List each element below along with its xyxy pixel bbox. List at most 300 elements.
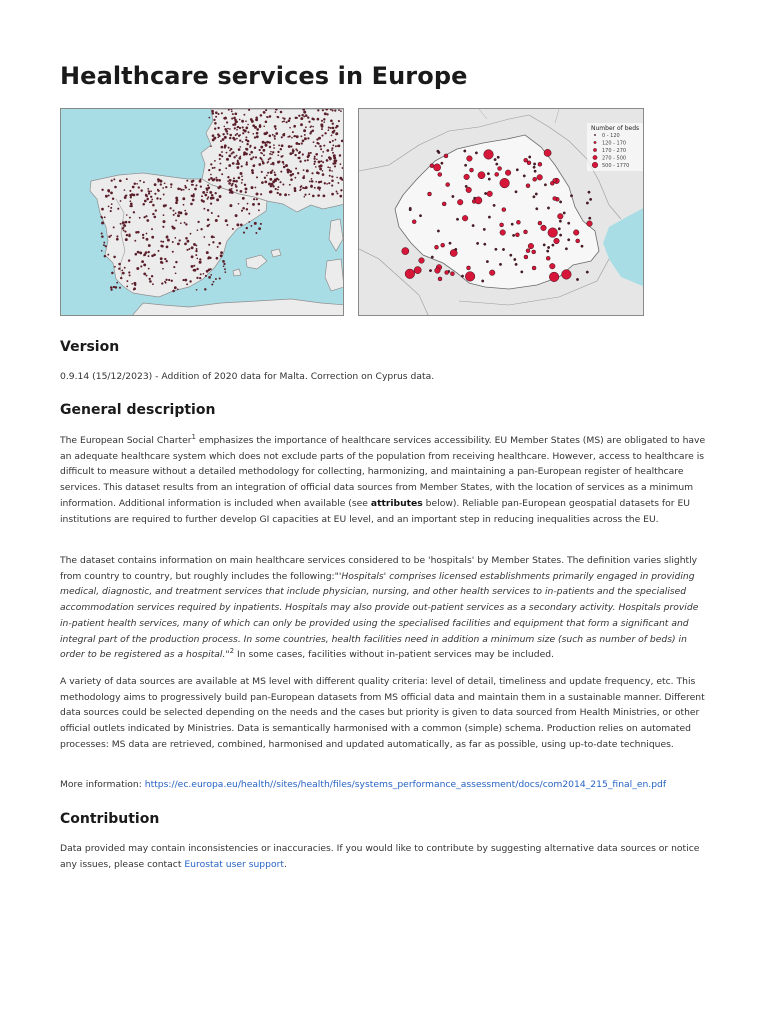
hospital-dot <box>227 176 229 178</box>
hospital-bubble <box>484 243 486 245</box>
hospital-dot <box>250 118 253 121</box>
hospital-dot <box>315 166 317 168</box>
hospital-dot <box>232 183 234 185</box>
hospital-dot <box>229 128 231 130</box>
hospital-bubble <box>467 266 471 270</box>
hospital-dot <box>234 112 237 115</box>
hospital-dot <box>238 135 240 137</box>
hospital-bubble <box>587 221 593 227</box>
hospital-bubble <box>533 196 535 198</box>
hospital-dot <box>259 149 261 151</box>
hospital-dot <box>160 240 162 242</box>
hospital-bubble <box>589 217 591 219</box>
hospital-dot <box>224 126 226 128</box>
hospital-dot <box>148 244 151 247</box>
hospital-dot <box>272 134 274 136</box>
hospital-dot <box>255 156 257 158</box>
hospital-bubble <box>419 215 421 217</box>
hospital-dot <box>248 221 250 223</box>
hospital-bubble <box>581 245 583 247</box>
hospital-dot <box>128 259 130 261</box>
hospital-bubble <box>563 212 565 214</box>
hospital-dot <box>194 188 197 191</box>
hospital-dot <box>242 197 245 200</box>
hospital-dot <box>263 125 265 127</box>
hospital-bubble <box>484 192 486 194</box>
hospital-dot <box>124 189 126 191</box>
hospital-dot <box>218 179 221 182</box>
hospital-dot <box>263 149 266 152</box>
hospital-bubble <box>515 233 519 237</box>
hospital-bubble <box>472 224 474 226</box>
hospital-dot <box>218 169 220 171</box>
hospital-dot <box>270 163 272 165</box>
hospital-dot <box>228 155 231 158</box>
hospital-dot <box>142 234 144 236</box>
hospital-dot <box>243 232 245 234</box>
hospital-dot <box>225 130 228 133</box>
hospital-dot <box>332 162 334 164</box>
hospital-dot <box>335 145 337 147</box>
hospital-dot <box>260 114 263 117</box>
hospital-dot <box>274 172 276 174</box>
hospital-dot <box>206 191 208 193</box>
hospital-dot <box>133 282 136 285</box>
contribution-text: Data provided may contain inconsistencies or inaccuracies. If you would like to contribute by suggesting alternative data sources or notice any issues, please contact Eurostat user support. <box>60 843 700 870</box>
romania-hospital-map <box>358 108 644 316</box>
hospital-dot <box>329 167 331 169</box>
hospital-bubble <box>434 164 441 171</box>
hospital-dot <box>241 175 243 177</box>
hospital-dot <box>172 226 175 229</box>
hospital-dot <box>210 174 212 176</box>
legend-symbol <box>593 148 596 151</box>
hospital-dot <box>239 156 241 158</box>
hospital-dot <box>317 109 319 111</box>
hospital-dot <box>175 272 177 274</box>
hospital-dot <box>213 236 215 238</box>
hospital-dot <box>208 244 210 246</box>
hospital-bubble <box>544 149 551 156</box>
hospital-dot <box>185 212 188 215</box>
hospital-dot <box>200 179 202 181</box>
hospital-dot <box>195 184 197 186</box>
hospital-bubble <box>550 263 556 269</box>
hospital-dot <box>209 191 212 194</box>
hospital-dot <box>266 175 268 177</box>
hospital-dot <box>175 261 177 263</box>
hospital-dot <box>324 132 326 134</box>
hospital-dot <box>139 180 141 182</box>
footnote-1: 1 <box>191 433 196 441</box>
hospital-dot <box>130 203 133 206</box>
hospital-bubble <box>499 263 501 265</box>
hospital-bubble <box>446 183 450 187</box>
hospital-dot <box>336 177 338 179</box>
hospital-dot <box>218 242 221 245</box>
hospital-dot <box>239 127 241 129</box>
hospital-dot <box>110 191 113 194</box>
hospital-dot <box>324 182 326 184</box>
hospital-dot <box>294 177 296 179</box>
hospital-bubble <box>565 248 567 250</box>
hospital-dot <box>245 120 247 122</box>
hospital-bubble <box>482 280 484 282</box>
hospital-dot <box>196 268 198 270</box>
hospital-dot <box>300 188 302 190</box>
hospital-dot <box>183 189 185 191</box>
hospital-dot <box>199 258 201 260</box>
hospital-dot <box>166 246 169 249</box>
hospital-bubble <box>573 230 579 236</box>
hospital-dot <box>152 204 155 207</box>
hospital-dot <box>157 190 159 192</box>
hospital-dot <box>313 141 315 143</box>
hospital-dot <box>314 160 316 162</box>
hospital-dot <box>264 142 266 144</box>
hospital-dot <box>295 167 297 169</box>
hospital-dot <box>318 181 321 184</box>
hospital-dot <box>201 195 203 197</box>
hospital-dot <box>282 161 284 163</box>
hospital-dot <box>197 229 199 231</box>
hospital-dot <box>140 189 142 191</box>
hospital-bubble <box>548 228 558 238</box>
hospital-dot <box>231 188 233 190</box>
hospital-dot <box>305 114 308 117</box>
hospital-dot <box>236 155 238 157</box>
hospital-bubble <box>450 272 454 276</box>
attributes-bold: attributes <box>370 497 423 509</box>
hospital-dot <box>133 289 135 291</box>
hospital-dot <box>210 202 212 204</box>
hospital-dot <box>111 272 114 275</box>
hospital-bubble <box>524 230 528 234</box>
hospital-dot <box>334 110 336 112</box>
hospital-dot <box>281 136 283 138</box>
hospital-dot <box>208 276 211 279</box>
hospital-dot <box>270 151 272 153</box>
hospital-dot <box>238 176 241 179</box>
hospital-bubble <box>429 269 431 271</box>
hospital-dot <box>258 163 261 166</box>
hospital-dot <box>322 170 324 172</box>
hospital-dot <box>233 180 235 182</box>
hospital-dot <box>268 183 271 186</box>
hospital-dot <box>182 197 185 200</box>
hospital-dot <box>307 159 309 161</box>
hospital-dot <box>147 188 149 190</box>
hospital-dot <box>290 178 293 181</box>
hospital-dot <box>278 144 280 146</box>
hospital-dot <box>245 191 247 193</box>
hospital-bubble <box>543 244 545 246</box>
hospital-bubble <box>511 223 513 225</box>
contribution-heading: Contribution <box>60 811 160 827</box>
hospital-dot <box>227 159 229 161</box>
hospital-dot <box>205 275 207 277</box>
hospital-dot <box>135 253 138 256</box>
hospital-bubble <box>489 270 495 276</box>
hospital-dot <box>171 280 173 282</box>
hospital-dot <box>115 286 118 289</box>
hospital-bubble <box>533 163 535 165</box>
hospital-dot <box>215 177 217 179</box>
hospital-dot <box>166 260 168 262</box>
hospital-dot <box>161 282 163 284</box>
hospital-dot <box>298 143 300 145</box>
hospital-dot <box>146 233 148 235</box>
hospital-dot <box>247 124 249 126</box>
hospital-dot <box>338 120 340 122</box>
hospital-dot <box>193 269 196 272</box>
hospital-dot <box>298 115 300 117</box>
hospital-dot <box>304 160 306 162</box>
hospital-bubble <box>487 173 489 175</box>
hospital-dot <box>245 148 247 150</box>
hospital-dot <box>143 273 146 276</box>
hospital-dot <box>310 126 312 128</box>
hospital-dot <box>121 270 123 272</box>
legend-label: 120 - 170 <box>602 140 627 147</box>
hospital-dot <box>173 266 175 268</box>
hospital-bubble <box>465 272 475 282</box>
hospital-dot <box>262 141 265 144</box>
hospital-dot <box>129 217 131 219</box>
hospital-dot <box>139 251 142 254</box>
hospital-dot <box>169 207 171 209</box>
hospital-dot <box>307 137 309 139</box>
hospital-dot <box>120 200 122 202</box>
hospital-dot <box>211 212 213 214</box>
hospital-dot <box>320 160 322 162</box>
hospital-dot <box>240 190 243 193</box>
hospital-dot <box>283 120 285 122</box>
hospital-dot <box>254 136 256 138</box>
hospital-dot <box>238 157 241 160</box>
hospital-dot <box>311 178 313 180</box>
hospital-dot <box>252 133 254 135</box>
hospital-dot <box>116 238 119 241</box>
hospital-dot <box>184 210 186 212</box>
hospital-dot <box>312 195 315 198</box>
hospital-dot <box>250 151 253 154</box>
hospital-bubble <box>441 162 443 164</box>
hospital-dot <box>329 175 331 177</box>
hospital-dot <box>217 127 219 129</box>
hospital-bubble <box>526 249 530 253</box>
hospital-bubble <box>533 177 537 181</box>
hospital-dot <box>114 266 116 268</box>
hospital-dot <box>128 233 130 235</box>
hospital-dot <box>126 214 128 216</box>
hospital-dot <box>309 180 311 182</box>
hospital-dot <box>259 157 261 159</box>
hospital-dot <box>129 274 131 276</box>
hospital-dot <box>143 181 145 183</box>
hospital-bubble <box>536 208 538 210</box>
hospital-dot <box>150 196 152 198</box>
hospital-dot <box>238 148 241 151</box>
hospital-dot <box>301 115 303 117</box>
hospital-dot <box>141 260 144 263</box>
more-information-link[interactable]: https://ec.europa.eu/health//sites/health/files/systems_performance_assessment/docs/com2014_215_final_en.pdf <box>144 779 667 790</box>
hospital-dot <box>248 213 250 215</box>
hospital-dot <box>243 151 246 154</box>
hospital-dot <box>308 193 310 195</box>
hospital-dot <box>305 126 307 128</box>
hospital-dot <box>221 173 223 175</box>
hospital-dot <box>172 241 174 243</box>
hospital-dot <box>224 271 226 273</box>
hospital-dot <box>289 184 291 186</box>
hospital-dot <box>259 124 261 126</box>
hospital-dot <box>317 186 320 189</box>
hospital-dot <box>233 156 235 158</box>
hospital-dot <box>232 228 234 230</box>
hospital-dot <box>164 182 166 184</box>
hospital-dot <box>129 200 131 202</box>
hospital-dot <box>249 146 251 148</box>
hospital-dot <box>101 208 104 211</box>
hospital-dot <box>172 251 174 253</box>
hospital-dot <box>270 190 273 193</box>
hospital-dot <box>335 127 337 129</box>
hospital-dot <box>332 123 334 125</box>
hospital-dot <box>241 182 243 184</box>
hospital-dot <box>269 146 271 148</box>
hospital-dot <box>243 129 245 131</box>
hospital-dot <box>186 180 188 182</box>
hospital-dot <box>217 113 219 115</box>
hospital-dot <box>100 216 102 218</box>
hospital-dot <box>174 237 176 239</box>
hospital-bubble <box>549 272 559 282</box>
hospital-dot <box>211 283 213 285</box>
hospital-bubble <box>430 164 434 168</box>
hospital-dot <box>199 261 202 264</box>
hospital-dot <box>191 255 194 258</box>
hospital-dot <box>219 277 221 279</box>
hospital-dot <box>274 138 276 140</box>
hospital-dot <box>315 145 317 147</box>
hospital-dot <box>103 244 105 246</box>
hospital-bubble <box>516 220 520 224</box>
hospital-bubble <box>464 174 470 180</box>
hospital-dot <box>293 135 295 137</box>
hospital-dot <box>317 172 319 174</box>
hospital-dot <box>270 171 273 174</box>
hospital-dot <box>241 179 243 181</box>
hospital-dot <box>277 116 279 118</box>
hospital-dot <box>130 196 132 198</box>
hospital-dot <box>291 137 293 139</box>
hospital-dot <box>256 193 259 196</box>
hospital-dot <box>283 163 285 165</box>
hospital-dot <box>118 263 121 266</box>
hospital-dot <box>101 250 103 252</box>
hospital-dot <box>136 183 138 185</box>
hospital-dot <box>245 187 248 190</box>
hospital-bubble <box>562 270 572 280</box>
hospital-bubble <box>568 222 570 224</box>
hospital-dot <box>268 158 270 160</box>
hospital-dot <box>297 172 299 174</box>
hospital-dot <box>191 195 193 197</box>
hospital-dot <box>110 207 112 209</box>
hospital-dot <box>101 222 104 225</box>
hospital-bubble <box>589 198 591 200</box>
hospital-dot <box>113 256 116 259</box>
hospital-dot <box>229 192 231 194</box>
hospital-dot <box>295 117 297 119</box>
eurostat-user-support-link[interactable]: Eurostat user support <box>184 858 284 870</box>
hospital-dot <box>283 133 285 135</box>
hospital-dot <box>263 112 265 114</box>
hospital-bubble <box>547 207 549 209</box>
hospital-dot <box>228 147 230 149</box>
hospital-dot <box>165 204 167 206</box>
hospital-dot <box>229 134 232 137</box>
hospital-dot <box>213 119 215 121</box>
hospital-dot <box>339 195 342 198</box>
hospital-dot <box>252 156 254 158</box>
hospital-dot <box>151 254 154 257</box>
hospital-dot <box>110 210 112 212</box>
hospital-bubble <box>467 156 473 162</box>
hospital-dot <box>219 195 222 198</box>
hospital-bubble <box>538 221 542 225</box>
hospital-dot <box>129 205 131 207</box>
hospital-dot <box>311 172 313 174</box>
hospital-dot <box>176 199 179 202</box>
hospital-bubble <box>546 256 550 260</box>
hospital-dot <box>122 272 125 275</box>
hospital-bubble <box>516 169 518 171</box>
hospital-dot <box>193 243 196 246</box>
hospital-bubble <box>402 248 409 255</box>
legend-label: 170 - 270 <box>602 148 627 154</box>
hospital-dot <box>290 145 292 147</box>
hospital-dot <box>237 162 240 165</box>
hospital-bubble <box>478 172 485 179</box>
hospital-dot <box>269 153 271 155</box>
hospital-dot <box>175 212 177 214</box>
hospital-dot <box>116 282 118 284</box>
hospital-bubble <box>488 216 490 218</box>
hospital-dot <box>319 189 321 191</box>
hospital-bubble <box>550 181 554 185</box>
hospital-dot <box>215 111 218 114</box>
hospital-bubble <box>405 269 415 279</box>
hospital-dot <box>210 274 212 276</box>
hospital-bubble <box>537 175 543 181</box>
hospital-dot <box>279 181 281 183</box>
hospital-dot <box>265 109 267 111</box>
hospital-dot <box>162 268 164 270</box>
hospital-dot <box>193 265 195 267</box>
legend-symbol <box>594 141 596 143</box>
hospital-dot <box>180 222 182 224</box>
hospital-dot <box>175 201 178 204</box>
hospital-bubble <box>409 207 411 209</box>
hospital-dot <box>258 227 261 230</box>
hospital-bubble <box>502 248 504 250</box>
hospital-dot <box>162 226 164 228</box>
hospital-dot <box>232 151 234 153</box>
hospital-bubble <box>412 220 416 224</box>
hospital-dot <box>335 132 338 135</box>
